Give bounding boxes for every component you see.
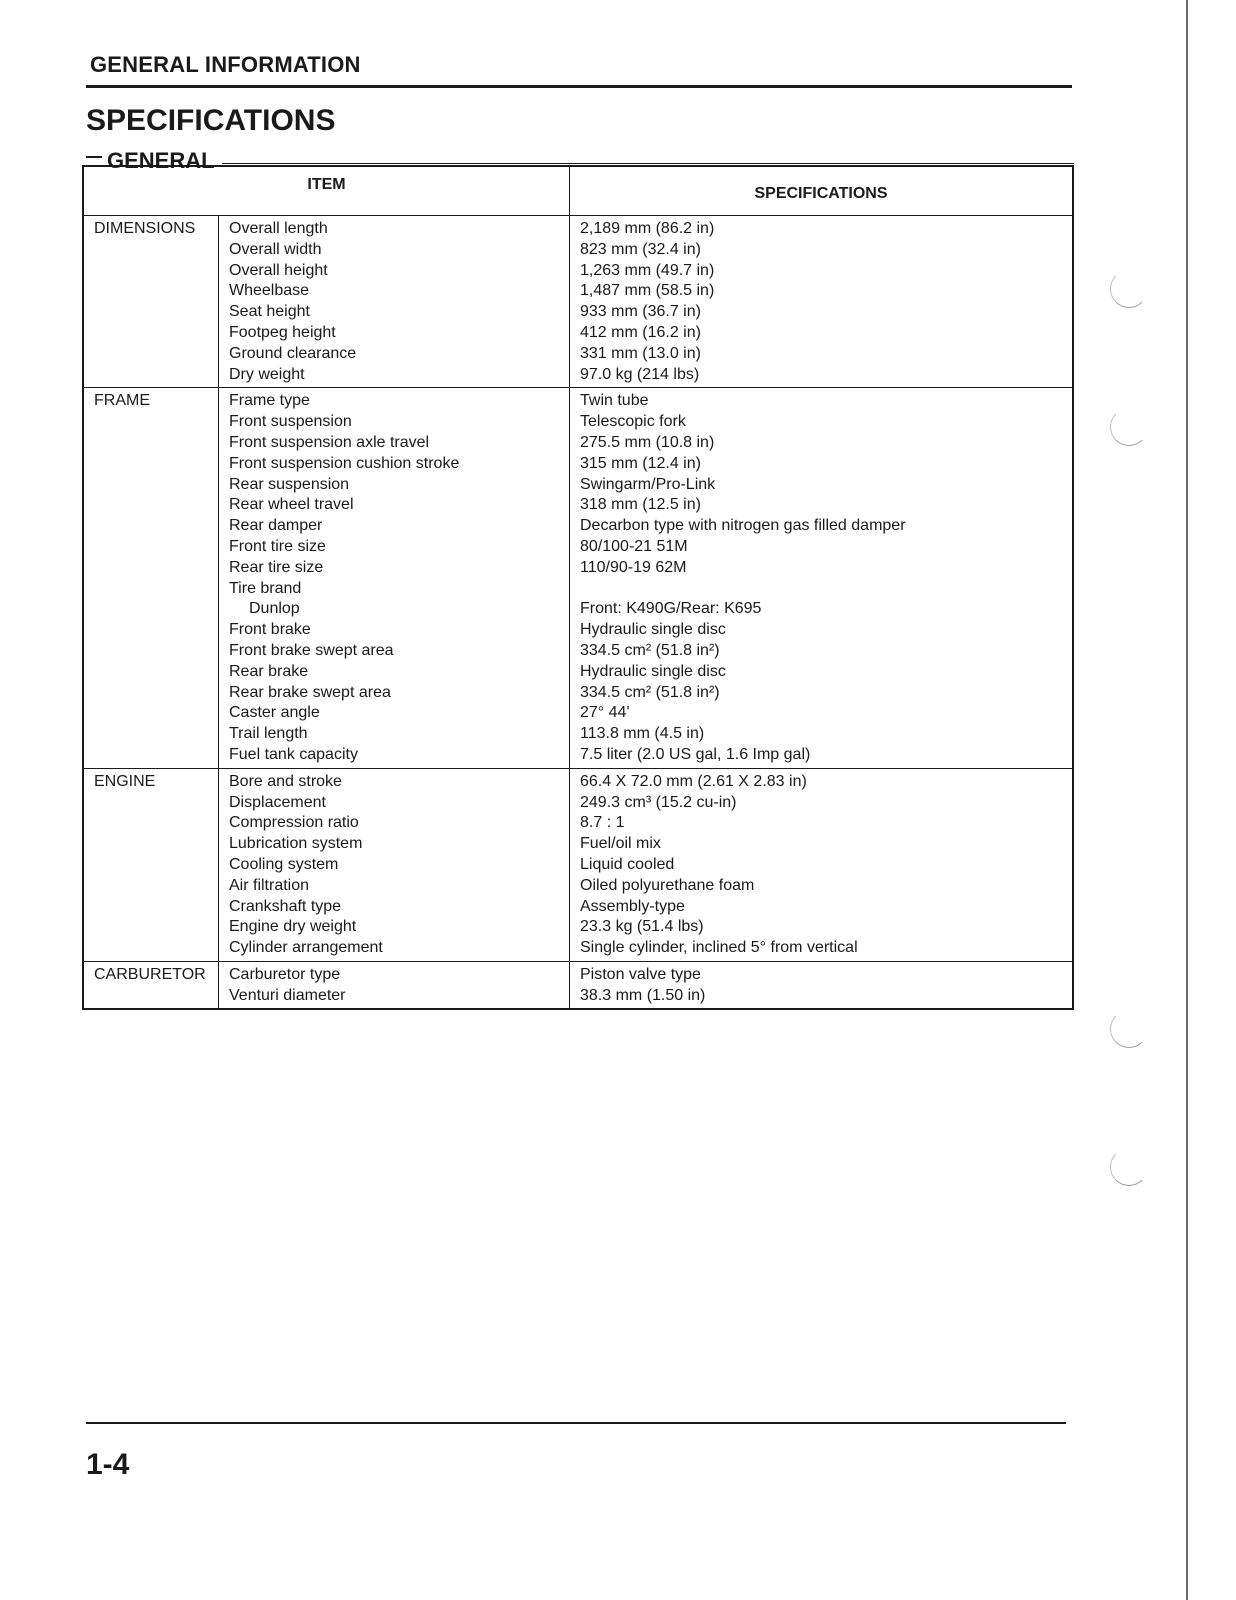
spec-value: 331 mm (13.0 in): [580, 344, 701, 362]
item-label: Front suspension cushion stroke: [229, 454, 460, 472]
spec-value: 2,189 mm (86.2 in): [580, 220, 715, 237]
spec-value: 66.4 X 72.0 mm (2.61 X 2.83 in): [580, 772, 807, 790]
spec-value: 315 mm (12.4 in): [580, 454, 701, 472]
table-row: [83, 388, 1073, 768]
item-label: Tire brand: [229, 579, 302, 597]
spec-value: 275.5 mm (10.8 in): [580, 433, 715, 451]
category-cell: DIMENSIONS: [83, 216, 219, 388]
item-label: Rear brake swept area: [229, 683, 391, 701]
item-column-header: ITEM: [83, 166, 570, 216]
item-label: Venturi diameter: [229, 986, 346, 1004]
section-rule: [222, 163, 1074, 164]
spec-value: 80/100-21 51M: [580, 537, 688, 555]
category-cell: CARBURETOR: [83, 961, 219, 1009]
item-label: Dunlop: [249, 600, 300, 618]
spec-value: 412 mm (16.2 in): [580, 323, 701, 341]
table-row: [83, 768, 1073, 961]
item-label: Lubrication system: [229, 835, 363, 853]
footer-rule: [86, 1422, 1066, 1424]
spec-value: 334.5 cm² (51.8 in²): [580, 641, 720, 659]
section-tick: [86, 156, 102, 158]
page-title: SPECIFICATIONS: [86, 104, 336, 137]
binder-hole: [1110, 1148, 1148, 1186]
item-cell: [219, 388, 570, 768]
spec-value: 27° 44': [580, 704, 630, 722]
category-cell: FRAME: [83, 388, 219, 768]
spec-value: 113.8 mm (4.5 in): [580, 725, 705, 743]
table-row: [83, 961, 1073, 1009]
item-label: Front tire size: [229, 537, 326, 555]
spec-value: 334.5 cm² (51.8 in²): [580, 683, 720, 701]
item-label: Dry weight: [229, 365, 305, 383]
spec-value: 8.7 : 1: [580, 814, 625, 832]
spec-value: 97.0 kg (214 lbs): [580, 365, 700, 383]
spec-value: 23.3 kg (51.4 lbs): [580, 918, 704, 936]
spec-value: Telescopic fork: [580, 413, 686, 431]
item-cell: [219, 961, 570, 1009]
item-label: Fuel tank capacity: [229, 745, 358, 763]
spec-value: Decarbon type with nitrogen gas filled damper: [580, 517, 906, 535]
item-label: Overall width: [229, 240, 322, 258]
page-number: 1-4: [86, 1448, 130, 1481]
binder-edge: [1186, 0, 1188, 1600]
spec-value: [580, 579, 1064, 600]
spec-value: Hydraulic single disc: [580, 621, 726, 639]
item-label: Overall length: [229, 220, 328, 237]
item-label: Caster angle: [229, 704, 320, 722]
item-label: Footpeg height: [229, 323, 336, 341]
subsection-label: GENERAL: [107, 148, 219, 174]
spec-value: Single cylinder, inclined 5° from vertical: [580, 939, 858, 957]
header-rule: [86, 85, 1072, 88]
spec-value: Hydraulic single disc: [580, 662, 726, 680]
spec-value: 823 mm (32.4 in): [580, 240, 701, 258]
spec-value: Fuel/oil mix: [580, 835, 661, 853]
item-cell: [219, 768, 570, 961]
item-label: Frame type: [229, 392, 310, 410]
item-label: Bore and stroke: [229, 772, 342, 790]
item-label: Front brake swept area: [229, 641, 394, 659]
spec-value: Oiled polyurethane foam: [580, 876, 755, 894]
spec-value: 1,263 mm (49.7 in): [580, 261, 715, 279]
spec-value: 1,487 mm (58.5 in): [580, 282, 715, 300]
item-label: Trail length: [229, 725, 308, 743]
spec-cell: [570, 388, 1074, 768]
specifications-table: [82, 165, 1074, 1010]
spec-value: Piston valve type: [580, 965, 701, 983]
item-label: Wheelbase: [229, 282, 310, 300]
spec-value: Twin tube: [580, 392, 649, 410]
item-label: Front brake: [229, 621, 311, 639]
spec-value: 249.3 cm³ (15.2 cu-in): [580, 793, 737, 811]
item-label: Cooling system: [229, 855, 339, 873]
binder-hole: [1110, 408, 1148, 446]
item-label: Crankshaft type: [229, 897, 342, 915]
binder-hole: [1110, 1010, 1148, 1048]
item-label: Carburetor type: [229, 965, 341, 983]
spec-value: 933 mm (36.7 in): [580, 303, 701, 321]
item-label: Compression ratio: [229, 814, 359, 832]
item-label: Front suspension: [229, 413, 352, 431]
section-header: GENERAL INFORMATION: [90, 52, 361, 77]
spec-value: 7.5 liter (2.0 US gal, 1.6 Imp gal): [580, 745, 811, 763]
spec-value: Swingarm/Pro-Link: [580, 475, 716, 493]
spec-cell: [570, 961, 1074, 1009]
table-header-row: [83, 166, 1073, 216]
binder-hole: [1110, 270, 1148, 308]
specifications-column-header: SPECIFICATIONS: [570, 166, 1074, 216]
item-label: Seat height: [229, 303, 310, 321]
item-label: Air filtration: [229, 876, 310, 894]
item-label: Rear damper: [229, 517, 323, 535]
spec-value: Front: K490G/Rear: K695: [580, 600, 762, 618]
spec-cell: [570, 768, 1074, 961]
spec-value: 38.3 mm (1.50 in): [580, 986, 706, 1004]
item-label: Rear suspension: [229, 475, 350, 493]
item-label: Rear wheel travel: [229, 496, 354, 514]
item-label: Rear brake: [229, 662, 309, 680]
item-label: Front suspension axle travel: [229, 433, 430, 451]
spec-value: Liquid cooled: [580, 855, 675, 873]
item-label: Cylinder arrangement: [229, 939, 383, 957]
table-row: [83, 216, 1073, 388]
spec-value: 318 mm (12.5 in): [580, 496, 701, 514]
item-label: Ground clearance: [229, 344, 357, 362]
category-cell: ENGINE: [83, 768, 219, 961]
item-label: Rear tire size: [229, 558, 324, 576]
spec-value: 110/90-19 62M: [580, 558, 687, 576]
item-label: Engine dry weight: [229, 918, 357, 936]
spec-cell: [570, 216, 1074, 388]
table-body: [83, 216, 1073, 1010]
item-cell: [219, 216, 570, 388]
item-label: Overall height: [229, 261, 328, 279]
spec-value: Assembly-type: [580, 897, 685, 915]
item-label: Displacement: [229, 793, 326, 811]
